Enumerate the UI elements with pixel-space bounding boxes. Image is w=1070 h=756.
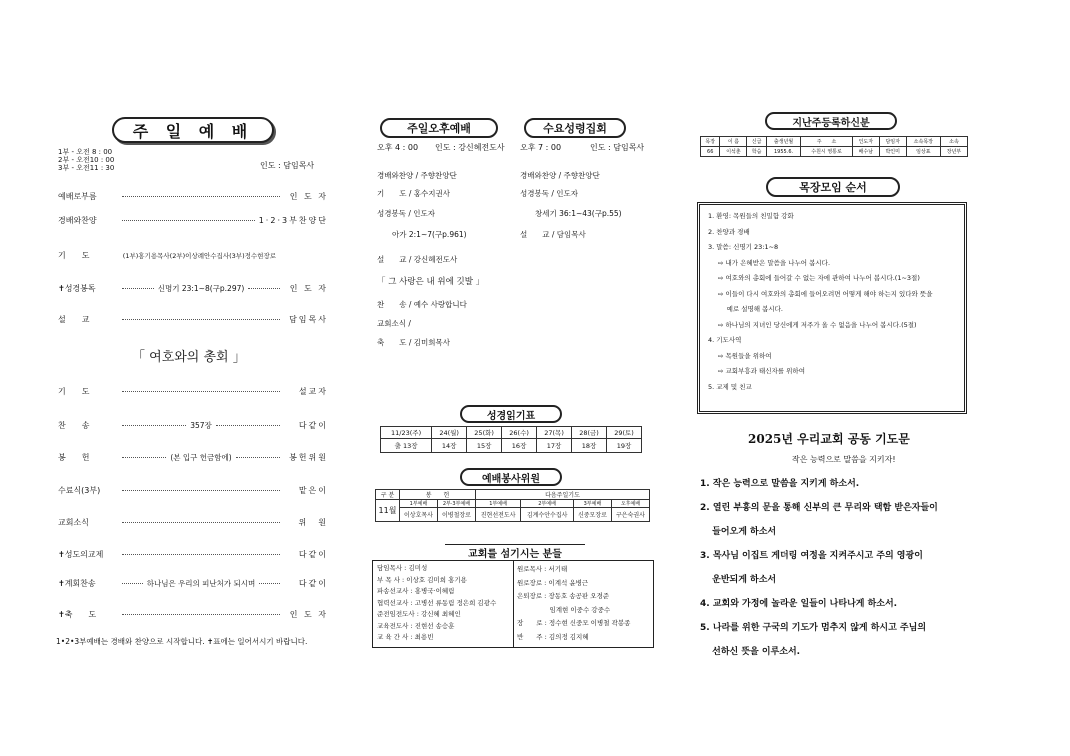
- bible-date: 28(금): [572, 427, 607, 439]
- servant-entry: 장 로 : 정수현 신중모 이병철 곽봉종: [517, 619, 631, 627]
- order-row: [58, 386, 328, 397]
- newcomer-cell: 66: [701, 147, 720, 157]
- service-time: 3부 - 오전11 : 30: [58, 164, 115, 172]
- bible-date: 27(목): [537, 427, 572, 439]
- newcomer-header: 주 소: [801, 137, 853, 147]
- leader-dots: [259, 583, 280, 584]
- order-label: 수료식(3부): [58, 486, 101, 495]
- bible-date: 11/23(주): [381, 427, 432, 439]
- service-time: 2부 - 오전10 : 00: [58, 156, 115, 164]
- wednesday-time: 오후 7 : 00: [520, 143, 562, 152]
- servant-entry: 협력선교사 : 고병선 류동림 정은희 김광수: [377, 598, 497, 607]
- afternoon-line: 교회소식 /: [377, 319, 411, 328]
- mokjang-subitem: 예로 설명해 봅시다.: [718, 305, 783, 313]
- servant-entry: 부 목 사 : 이상호 김미희 홍기용: [377, 575, 467, 584]
- sermon-title: 「 여호와의 총회 」: [132, 350, 246, 365]
- wednesday-line: 설 교 / 담임목사: [520, 230, 586, 239]
- bible-chapter: 17장: [537, 439, 572, 453]
- mokjang-subitem: ⇨ 여호와의 총회에 들어갈 수 없는 자에 관하여 나누어 봅시다.(1~3절): [718, 274, 920, 282]
- order-label: 설 교: [58, 315, 90, 324]
- prayer-list: [700, 472, 938, 664]
- prayer-line: 5. 나라를 위한 구국의 기도가 멈추지 않게 하시고 주님의: [700, 623, 927, 633]
- committee-division-header: 구 분: [376, 490, 400, 500]
- order-row: [58, 283, 328, 294]
- newcomer-header: 이 름: [720, 137, 747, 147]
- prayer-line: 들어오게 하소서: [700, 527, 777, 537]
- order-responsible: 인 도 자: [289, 284, 329, 293]
- committee-prayer-header: 다음주일기도: [475, 490, 649, 500]
- committee-member: 구은숙권사: [611, 508, 649, 522]
- order-row: [58, 549, 328, 560]
- mokjang-item: 2. 찬양과 경배: [708, 227, 750, 236]
- leader-dots: [122, 583, 143, 584]
- wednesday-service-title: 수요성령집회: [524, 118, 626, 138]
- mokjang-item: 3. 말씀: 신명기 23:1~8: [708, 243, 779, 251]
- order-row: [58, 485, 328, 496]
- leader-dots: [122, 490, 280, 491]
- committee-member: 진현선전도사: [475, 508, 520, 522]
- order-responsible: 다같이: [298, 421, 328, 430]
- order-row: [58, 314, 328, 325]
- committee-subheader: 1부예배: [475, 500, 520, 508]
- newcomer-cell: 1955.6.: [766, 147, 800, 157]
- mokjang-item: 1. 환영: 목원들의 친밀함 강화: [708, 212, 794, 220]
- servant-entry: 원로장로 : 이계석 윤병근: [517, 578, 589, 587]
- order-label: 예배로부름: [58, 192, 97, 201]
- sunday-leader: 인도 : 담임목사: [260, 161, 315, 170]
- bible-reading-header-row: [381, 427, 642, 439]
- newcomer-cell: 이석춘: [720, 147, 747, 157]
- committee-month: 11월: [376, 500, 400, 522]
- newcomer-header-row: [701, 137, 968, 147]
- newcomer-cell: 임상표: [906, 147, 940, 157]
- mokjang-item: 5. 교제 및 친교: [708, 382, 752, 391]
- newcomer-table: [700, 136, 968, 157]
- afternoon-line: 기 도 / 홍수지권사: [377, 189, 451, 198]
- servant-entry: 반 주 : 김의정 김지혜: [517, 632, 589, 641]
- afternoon-line: 찬 송 / 예수 사랑합니다: [377, 300, 467, 309]
- committee-subheader: 2부·3부예배: [437, 500, 475, 508]
- church-servants-title-text: 교회를 섬기시는 분들: [468, 549, 562, 560]
- leader-dots: [216, 425, 280, 426]
- sunday-worship-title: 주 일 예 배: [112, 117, 274, 143]
- order-responsible: 설교자: [298, 387, 328, 396]
- prayer-line: 2. 열린 부흥의 문을 통해 신부의 큰 무리와 택함 받은자들이: [700, 503, 938, 513]
- bible-date: 25(화): [467, 427, 502, 439]
- wednesday-leader: 인도 : 담임목사: [590, 143, 645, 152]
- wednesday-line: 경배와찬양 / 주향찬양단: [520, 171, 600, 180]
- wednesday-line: 창세기 36:1~43(구p.55): [520, 209, 622, 218]
- order-row: [58, 517, 328, 528]
- order-responsible: 1·2·3부찬양단: [258, 216, 328, 225]
- newcomer-title: 지난주등록하신분: [765, 112, 897, 130]
- servants-divider: [513, 561, 514, 647]
- leader-dots: [122, 522, 280, 523]
- order-row: [58, 578, 328, 589]
- committee-member: 김계수안수집사: [521, 508, 574, 522]
- prayer-subtitle: 작은 능력으로 말씀을 지키자!: [792, 455, 896, 464]
- mokjang-box: [697, 202, 967, 414]
- bible-chapter: 출 13장: [381, 439, 432, 453]
- mokjang-subitem: ⇨ 교회부흥과 태신자를 위하여: [718, 367, 805, 375]
- servants-right-list: [517, 563, 630, 644]
- newcomer-header: 목장: [701, 137, 720, 147]
- bible-chapter: 19장: [607, 439, 642, 453]
- mokjang-subitem: ⇨ 목원들을 위하여: [718, 351, 772, 360]
- servant-entry: 담임목사 : 김미성: [377, 564, 428, 572]
- newcomer-cell: 장년부: [941, 147, 968, 157]
- servant-entry: 임계현 이중수 강중수: [517, 605, 611, 614]
- mokjang-subitem: ⇨ 내가 은혜받은 말씀을 나누어 봅시다.: [718, 258, 831, 267]
- afternoon-line: 경배와찬양 / 주향찬양단: [377, 171, 457, 180]
- bible-reading-value-row: [381, 439, 642, 453]
- order-label: 봉 헌: [58, 453, 90, 462]
- order-row: [58, 191, 328, 202]
- servant-entry: 교 육 간 사 : 최용빈: [377, 633, 434, 641]
- committee-subheader: 3부예배: [573, 500, 611, 508]
- order-detail: (본 입구 헌금함에): [170, 453, 232, 462]
- afternoon-leader: 인도 : 강신혜전도사: [435, 143, 505, 152]
- order-responsible: 인 도 자: [289, 192, 328, 201]
- newcomer-header: 신급: [747, 137, 766, 147]
- prayer-line: 1. 작은 능력으로 말씀을 지키게 하소서.: [700, 479, 860, 489]
- worship-footnote: 1•2•3부예배는 경배와 찬양으로 시작합니다. ✝표에는 일어서시기 바랍니다.: [56, 637, 308, 646]
- order-detail: (1부)홍기용목사(2부)이상례안수집사(3부)정수현장로: [122, 252, 276, 260]
- order-label: ✝계회찬송: [58, 579, 96, 588]
- servant-entry: 준전임전도사 : 강신혜 최혜인: [377, 610, 461, 618]
- bible-reading-title: 성경읽기표: [460, 405, 562, 423]
- leader-dots: [122, 319, 280, 320]
- mokjang-subitem: ⇨ 하나님의 지녀인 당신에게 저주가 올 수 없음을 나누어 봅시다.(5절): [718, 320, 917, 329]
- bible-chapter: 14장: [432, 439, 467, 453]
- newcomer-cell: 수원시 영통로: [801, 147, 853, 157]
- servant-entry: 원로목사 : 서기태: [517, 565, 568, 573]
- service-times: [58, 148, 114, 172]
- leader-dots: [248, 288, 280, 289]
- leader-dots: [122, 391, 280, 392]
- order-row: [58, 609, 328, 620]
- bible-chapter: 16장: [502, 439, 537, 453]
- order-row: [58, 420, 328, 431]
- committee-subheader: 2부예배: [521, 500, 574, 508]
- order-detail: 357장: [190, 421, 212, 430]
- afternoon-line: 축 도 / 김미희목사: [377, 338, 451, 347]
- order-responsible: 인 도 자: [289, 610, 328, 619]
- committee-offering-header: 봉 헌: [400, 490, 476, 500]
- bible-date: 29(토): [607, 427, 642, 439]
- newcomer-header: 소속: [941, 137, 968, 147]
- servant-entry: 파송선교사 : 홍병국·이혜림: [377, 587, 455, 595]
- afternoon-worship-title: 주일오후예배: [380, 118, 498, 138]
- bible-chapter: 15장: [467, 439, 502, 453]
- prayer-line: 3. 목사님 이집트 게더링 여정을 지켜주시고 주의 영광이: [700, 551, 923, 561]
- bible-date: 24(월): [432, 427, 467, 439]
- prayer-title: 2025년 우리교회 공동 기도문: [748, 432, 910, 446]
- order-label: ✝축 도: [58, 610, 97, 619]
- mokjang-list: [708, 209, 932, 395]
- afternoon-line: 「 그 사랑은 내 위에 깃발 」: [377, 277, 485, 287]
- leader-dots: [122, 220, 255, 221]
- newcomer-header: 출생년월: [766, 137, 800, 147]
- prayer-line: 운반되게 하소서: [700, 575, 777, 585]
- committee-subheader: 1부예배: [400, 500, 438, 508]
- leader-dots: [122, 554, 280, 555]
- committee-member: 신중모장로: [573, 508, 611, 522]
- order-label: ✝성경봉독: [58, 284, 96, 293]
- order-label: ✝성도의교제: [58, 550, 104, 559]
- committee-subheader: 오후예배: [611, 500, 649, 508]
- mokjang-item: 4. 기도사역: [708, 336, 742, 344]
- newcomer-header: 소속목장: [906, 137, 940, 147]
- servants-left-list: [377, 563, 496, 644]
- order-row: [58, 215, 328, 226]
- afternoon-line: 성경봉독 / 인도자: [377, 209, 436, 218]
- order-detail: 하나님은 우리의 피난처가 되시며: [146, 579, 256, 588]
- order-responsible: 다같이: [298, 579, 328, 588]
- servant-entry: 교육전도사 : 진현선 송승훈: [377, 621, 455, 630]
- newcomer-header: 인도자: [852, 137, 879, 147]
- afternoon-line: 아가 2:1~7(구p.961): [377, 230, 467, 239]
- order-label: 기 도: [58, 387, 90, 396]
- committee-member: 이상호목사: [400, 508, 438, 522]
- newcomer-cell: 박인미: [879, 147, 906, 157]
- order-responsible: 위 원: [298, 518, 328, 527]
- order-detail: 신명기 23:1~8(구p.297): [157, 284, 245, 293]
- afternoon-time: 오후 4 : 00: [377, 143, 419, 152]
- prayer-line: 4. 교회와 가정에 놀라운 일들이 나타나게 하소서.: [700, 599, 898, 609]
- leader-dots: [122, 457, 166, 458]
- leader-dots: [122, 425, 186, 426]
- service-time: 1부 - 오전 8 : 00: [58, 148, 113, 156]
- newcomer-header: 담임자: [879, 137, 906, 147]
- leader-dots: [236, 457, 280, 458]
- order-label: 경배와찬양: [58, 216, 97, 225]
- wednesday-line: 성경봉독 / 인도자: [520, 189, 579, 198]
- order-label: 교회소식: [58, 518, 89, 527]
- worship-committee-table: [375, 489, 650, 522]
- newcomer-cell: 배수남: [852, 147, 879, 157]
- afternoon-line: 설 교 / 강신혜전도사: [377, 255, 458, 264]
- leader-dots: [122, 288, 154, 289]
- bible-chapter: 18장: [572, 439, 607, 453]
- church-servants-title: [445, 544, 585, 561]
- mokjang-subitem: ⇨ 이들이 다시 여호와의 총회에 들어오려면 어떻게 해야 하는지 있다와 뜻을: [718, 289, 933, 298]
- servant-entry: 은퇴장로 : 장동호 송공판 오경준: [517, 592, 610, 600]
- bible-date: 26(수): [502, 427, 537, 439]
- newcomer-cell: 학습: [747, 147, 766, 157]
- order-label: 기 도: [58, 251, 90, 260]
- mokjang-title: 목장모임 순서: [766, 177, 900, 197]
- church-servants-box: [372, 560, 654, 648]
- order-responsible: 맡은이: [298, 486, 328, 495]
- leader-dots: [122, 196, 280, 197]
- leader-dots: [122, 614, 280, 615]
- order-row: [58, 250, 328, 261]
- order-responsible: 다같이: [298, 550, 328, 559]
- order-row: [58, 452, 328, 463]
- order-responsible: 봉헌위원: [289, 453, 328, 462]
- worship-committee-title: 예배봉사위원: [460, 468, 562, 486]
- committee-member: 이병철장로: [437, 508, 475, 522]
- prayer-line: 선하신 뜻을 이루소서.: [700, 647, 801, 657]
- bible-reading-table: [380, 426, 642, 453]
- order-responsible: 담임목사: [289, 315, 328, 324]
- newcomer-data-row: [701, 147, 968, 157]
- order-label: 찬 송: [58, 421, 90, 430]
